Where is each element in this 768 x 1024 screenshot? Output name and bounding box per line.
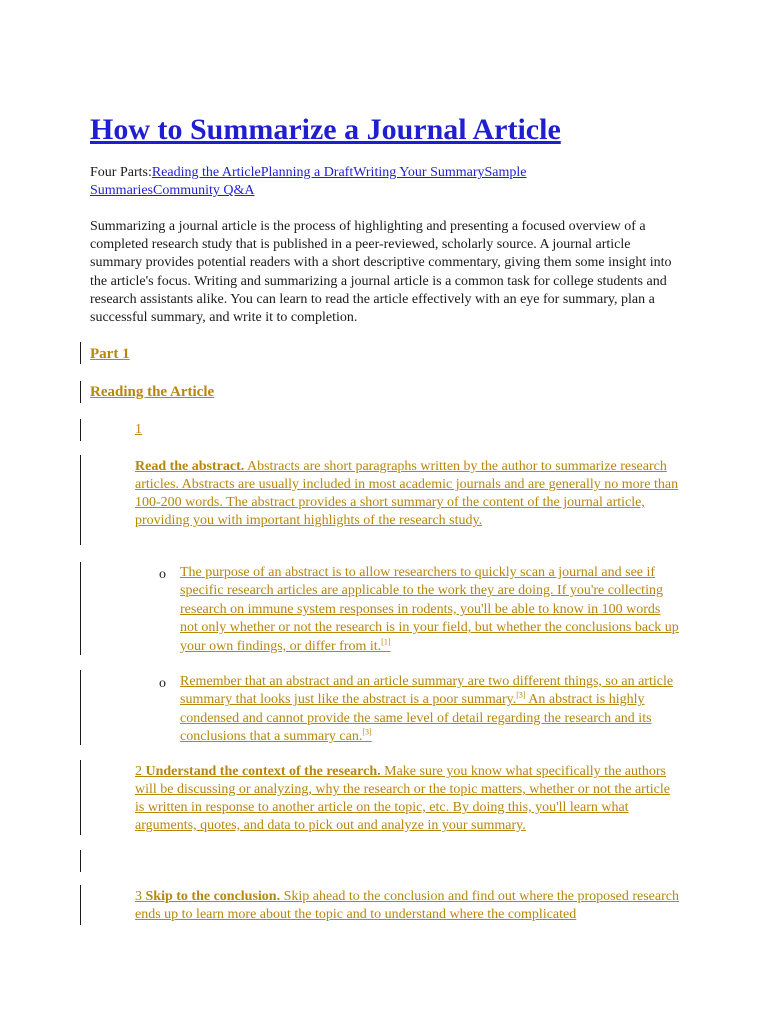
bullet-2-body-a: Remember that an abstract and an article summary are two different things, so an article summary that looks just like the abstract is a poor summary. xyxy=(180,674,674,708)
four-parts-nav xyxy=(90,164,580,200)
step-1-content[interactable] xyxy=(135,458,680,530)
intro-paragraph: Summarizing a journal article is the process of highlighting and presenting a focused overview of a completed research study that is published in a peer-reviewed, scholarly source. A journal article summary provides potential readers with a short descriptive commentary, giving them some insight into the article's focus. Writing and summarizing a journal article is a common task for college students and research assistants alike. You can learn to read the article effectively with an eye for summary, plan a successful summary, and write it to completion. xyxy=(90,219,672,326)
bullet-1-body: The purpose of an abstract is to allow researchers to quickly scan a journal and see if specific research articles are applicable to the work they are doing. If you're collecting research on immune system responses in rodents, you'll be able to know in 100 words not only whether or not the research is in your field, but whether the conclusions back up your own findings, or differ from it. xyxy=(180,565,679,654)
bullet-2-text[interactable] xyxy=(180,673,680,747)
bullet-1-text[interactable] xyxy=(180,564,680,656)
step-1-text: Abstracts are short paragraphs written by the author to summarize research articles. Abstracts are usually included in most academic journals and are generally no more than 100-200 words. The abstract provides a short summary of the content of the journal article, providing you with important highlights of the research study. xyxy=(135,459,679,528)
citation-ref[interactable]: [3] xyxy=(516,690,526,700)
section-marker xyxy=(80,850,81,872)
bullet-marker: o xyxy=(159,567,166,582)
part-link-community[interactable]: Community Q&A xyxy=(153,183,255,198)
step-3-text: Skip ahead to the conclusion and find out where the proposed research ends up to learn more about the topic and to understand where the complicated xyxy=(135,889,679,922)
part-link-samples[interactable]: Sample Summaries xyxy=(90,165,527,198)
step-3-content[interactable] xyxy=(135,888,680,924)
part-link-reading[interactable]: Reading the Article xyxy=(151,165,261,180)
section-marker xyxy=(80,419,81,441)
part-link-writing[interactable]: Writing Your Summary xyxy=(353,165,485,180)
step-2-content[interactable] xyxy=(135,763,680,835)
bullet-2-body-b: An abstract is highly condensed and cannot provide the same level of detail regarding the research and its conclusions that a summary can. xyxy=(180,692,652,745)
citation-ref[interactable]: [3] xyxy=(362,727,372,737)
section-marker xyxy=(80,670,81,745)
step-3-number: 3 xyxy=(135,889,142,904)
section-marker xyxy=(80,381,81,403)
section-marker xyxy=(80,562,81,655)
section-marker xyxy=(80,342,81,364)
part-link-planning[interactable]: Planning a Draft xyxy=(260,165,354,180)
section-marker xyxy=(80,885,81,925)
part-1-label[interactable]: Part 1 xyxy=(90,346,130,362)
part-1-heading[interactable]: Reading the Article xyxy=(90,384,215,400)
bullet-marker: o xyxy=(159,676,166,691)
section-marker xyxy=(80,760,81,835)
step-1-title: Read the abstract. xyxy=(135,459,245,474)
article-title[interactable]: How to Summarize a Journal Article xyxy=(90,113,561,146)
section-marker xyxy=(80,455,81,545)
citation-ref[interactable]: [1] xyxy=(381,636,391,646)
parts-label: Four Parts: xyxy=(90,165,152,180)
step-1-number[interactable]: 1 xyxy=(135,422,142,437)
step-3-title: Skip to the conclusion. xyxy=(145,889,281,904)
step-2-text: Make sure you know what specifically the authors will be discussing or analyzing, why the research or the topic matters, whether or not the article is written in response to another article on the topic, etc. By doing this, you'll learn what arguments, quotes, and data to pick out and analyze in your summary. xyxy=(135,764,670,833)
step-2-title: Understand the context of the research. xyxy=(145,764,381,779)
step-2-number: 2 xyxy=(135,764,142,779)
